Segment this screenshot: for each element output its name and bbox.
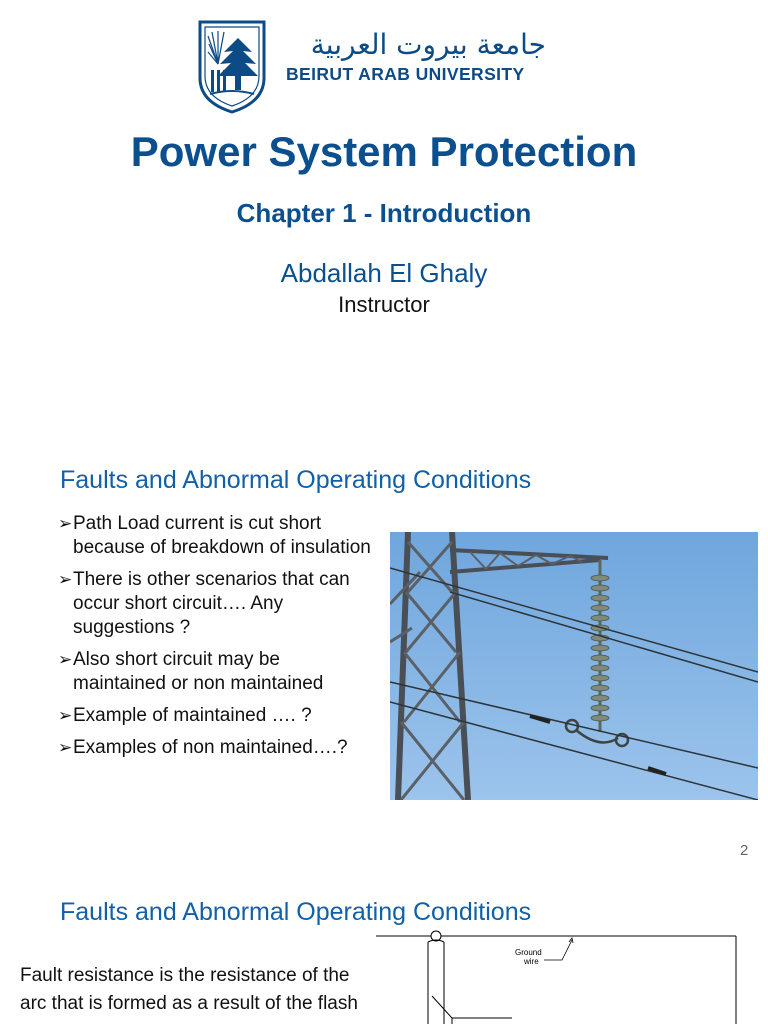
page-number: 2 <box>740 842 749 859</box>
author-name: Abdallah El Ghaly <box>280 258 488 288</box>
ground-wire-label-bottom: wire <box>524 957 539 966</box>
transmission-tower-photo <box>390 532 758 800</box>
university-logo-shield <box>196 18 268 114</box>
bullet-text: Examples of non maintained….? <box>73 737 348 758</box>
bullet-arrow-icon: ➢ <box>58 706 73 725</box>
bullet-text: Path Load current is cut short because of breakdown of insulation <box>73 513 371 558</box>
bullet-item <box>58 512 378 560</box>
bullet-text: There is other scenarios that can occur short circuit…. Any suggestions ? <box>73 569 350 638</box>
bullet-item <box>58 568 378 640</box>
presentation-title: Power System Protection <box>130 128 638 175</box>
bullet-arrow-icon: ➢ <box>58 650 73 669</box>
bullet-arrow-icon: ➢ <box>58 738 73 757</box>
tower-ground-wire-diagram <box>372 926 768 1024</box>
bullet-text: Also short circuit may be maintained or non maintained <box>73 649 324 694</box>
slide2-heading: Faults and Abnormal Operating Conditions <box>60 466 532 494</box>
bullet-item <box>58 704 378 728</box>
bullet-text: Example of maintained …. ? <box>73 705 312 726</box>
university-name-english: BEIRUT ARAB UNIVERSITY <box>286 64 525 84</box>
author-role: Instructor <box>338 292 430 317</box>
ground-wire-label-top: Ground <box>515 948 542 957</box>
fault-resistance-text: Fault resistance is the resistance of the arc that is formed as a result of the flash <box>20 965 358 1014</box>
bullet-item <box>58 736 378 760</box>
bullet-arrow-icon: ➢ <box>58 514 73 533</box>
bullet-item <box>58 648 378 696</box>
slide3-heading: Faults and Abnormal Operating Conditions <box>60 898 532 926</box>
bullet-arrow-icon: ➢ <box>58 570 73 589</box>
bullet-list <box>58 512 378 768</box>
university-name-arabic: جامعة بيروت العربية <box>310 28 546 61</box>
chapter-subtitle: Chapter 1 - Introduction <box>236 198 532 228</box>
